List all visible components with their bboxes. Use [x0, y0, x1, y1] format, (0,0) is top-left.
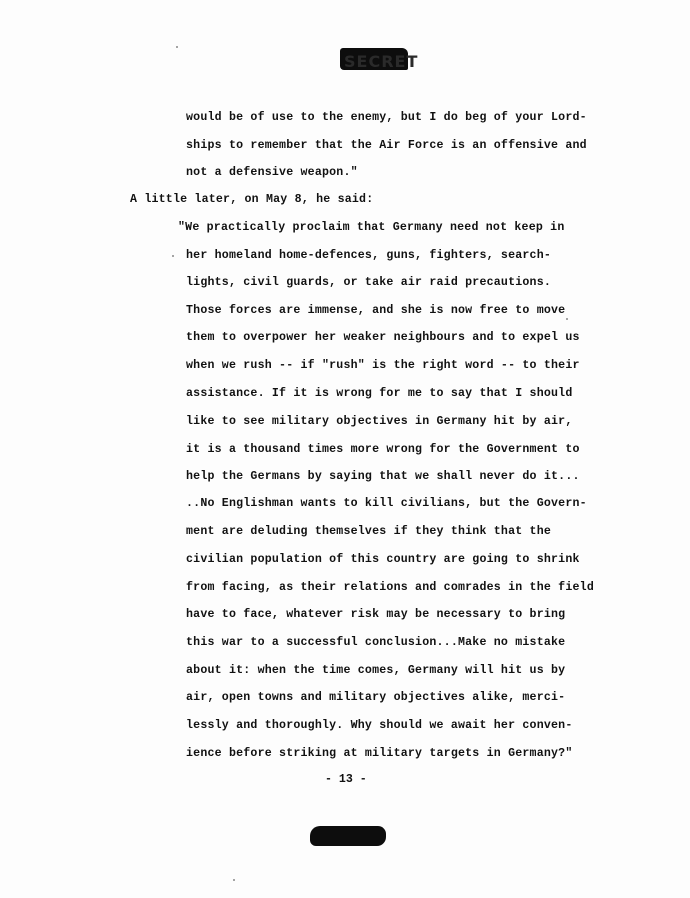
text-line: when we rush -- if "rush" is the right word -- to their: [186, 359, 580, 372]
text-line: her homeland home-defences, guns, fighters, search-: [186, 249, 552, 262]
text-line: about it: when the time comes, Germany will hit us by: [186, 664, 566, 677]
text-line: this war to a successful conclusion...Make no mistake: [186, 636, 566, 649]
scan-speck: [176, 46, 178, 48]
text-line: assistance. If it is wrong for me to say that I should: [186, 387, 573, 400]
classification-stamp-top: [340, 48, 419, 71]
scan-speck: [172, 255, 174, 257]
text-line: help the Germans by saying that we shall never do it...: [186, 470, 580, 483]
text-line: A little later, on May 8, he said:: [130, 193, 374, 206]
classification-label: SECRET: [344, 52, 419, 71]
text-line: ships to remember that the Air Force is an offensive and: [186, 139, 587, 152]
text-line: have to face, whatever risk may be necessary to bring: [186, 608, 566, 621]
text-line: lessly and thoroughly. Why should we await her conven-: [186, 719, 573, 732]
page-number: - 13 -: [325, 773, 367, 786]
text-line: not a defensive weapon.": [186, 166, 358, 179]
text-line: like to see military objectives in Germany hit by air,: [186, 415, 573, 428]
text-line: ment are deluding themselves if they think that the: [186, 525, 552, 538]
text-line: Those forces are immense, and she is now free to move: [186, 304, 566, 317]
text-line: air, open towns and military objectives alike, merci-: [186, 691, 566, 704]
text-line: ..No Englishman wants to kill civilians, but the Govern-: [186, 497, 587, 510]
text-line: "We practically proclaim that Germany need not keep in: [178, 221, 565, 234]
text-line: lights, civil guards, or take air raid precautions.: [186, 276, 552, 289]
text-line: from facing, as their relations and comrades in the field: [186, 581, 594, 594]
text-line: it is a thousand times more wrong for the Government to: [186, 443, 580, 456]
text-line: ience before striking at military targets in Germany?": [186, 747, 573, 760]
text-line: them to overpower her weaker neighbours and to expel us: [186, 331, 580, 344]
text-line: civilian population of this country are going to shrink: [186, 553, 580, 566]
text-line: would be of use to the enemy, but I do beg of your Lord-: [186, 111, 587, 124]
scan-speck: [566, 318, 568, 320]
classification-stamp-bottom: [310, 826, 386, 846]
scan-speck: [233, 879, 235, 881]
